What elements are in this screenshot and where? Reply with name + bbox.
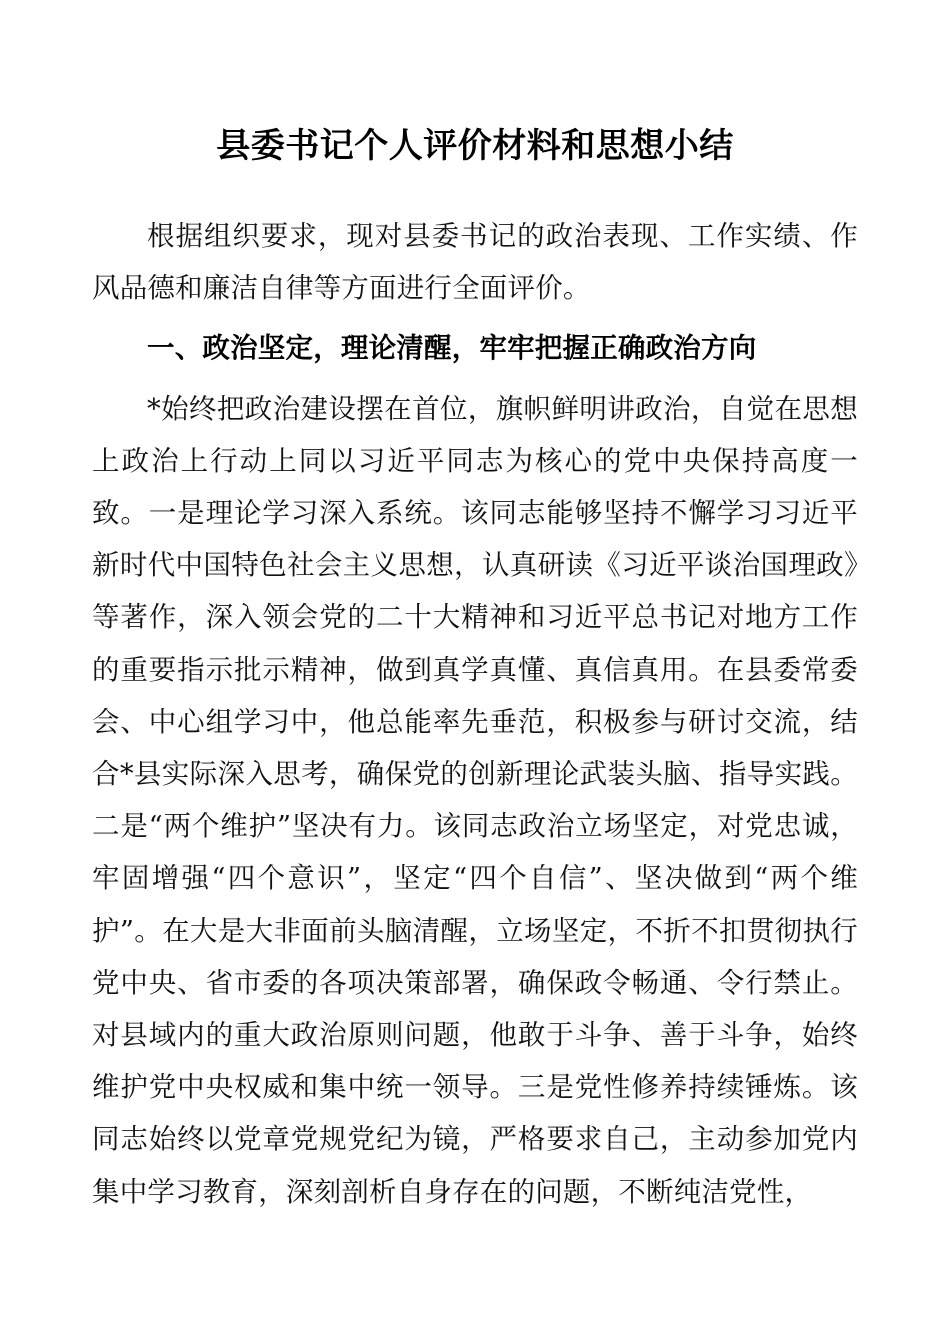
page-title: 县委书记个人评价材料和思想小结 — [216, 127, 734, 165]
section-one-body-paragraph: *始终把政治建设摆在首位，旗帜鲜明讲政治，自觉在思想上政治上行动上同以习近平同志为核心的党中央保持高度一致。一是理论学习深入系统。该同志能够坚持不懈学习习近平新时代中国特色社会主义思想，认真研读《习近平谈治国理政》等著作，深入领会党的二十大精神和习近平总书记对地方工作的重要指示批示精神，做到真学真懂、真信真用。在县委常委会、中心组学习中，他总能率先垂范，积极参与研讨交流，结合*县实际深入思考，确保党的创新理论武装头脑、指导实践。二是“两个维护”坚决有力。该同志政治立场坚定，对党忠诚，牢固增强“四个意识”，坚定“四个自信”、坚决做到“两个维护”。在大是大非面前头脑清醒，立场坚定，不折不扣贯彻执行党中央、省市委的各项决策部署，确保政令畅通、令行禁止。对县域内的重大政治原则问题，他敢于斗争、善于斗争，始终维护党中央权威和集中统一领导。三是党性修养持续锤炼。该同志始终以党章党规党纪为镜，严格要求自己，主动参加党内集中学习教育，深刻剖析自身存在的问题，不断纯洁党性， — [92, 392, 858, 1208]
intro-paragraph: 根据组织要求，现对县委书记的政治表现、工作实绩、作风品德和廉洁自律等方面进行全面评价。 — [92, 220, 858, 305]
page-content-area — [92, 0, 858, 1218]
section-heading-one: 一、政治坚定，理论清醒，牢牢把握正确政治方向 — [147, 332, 757, 365]
